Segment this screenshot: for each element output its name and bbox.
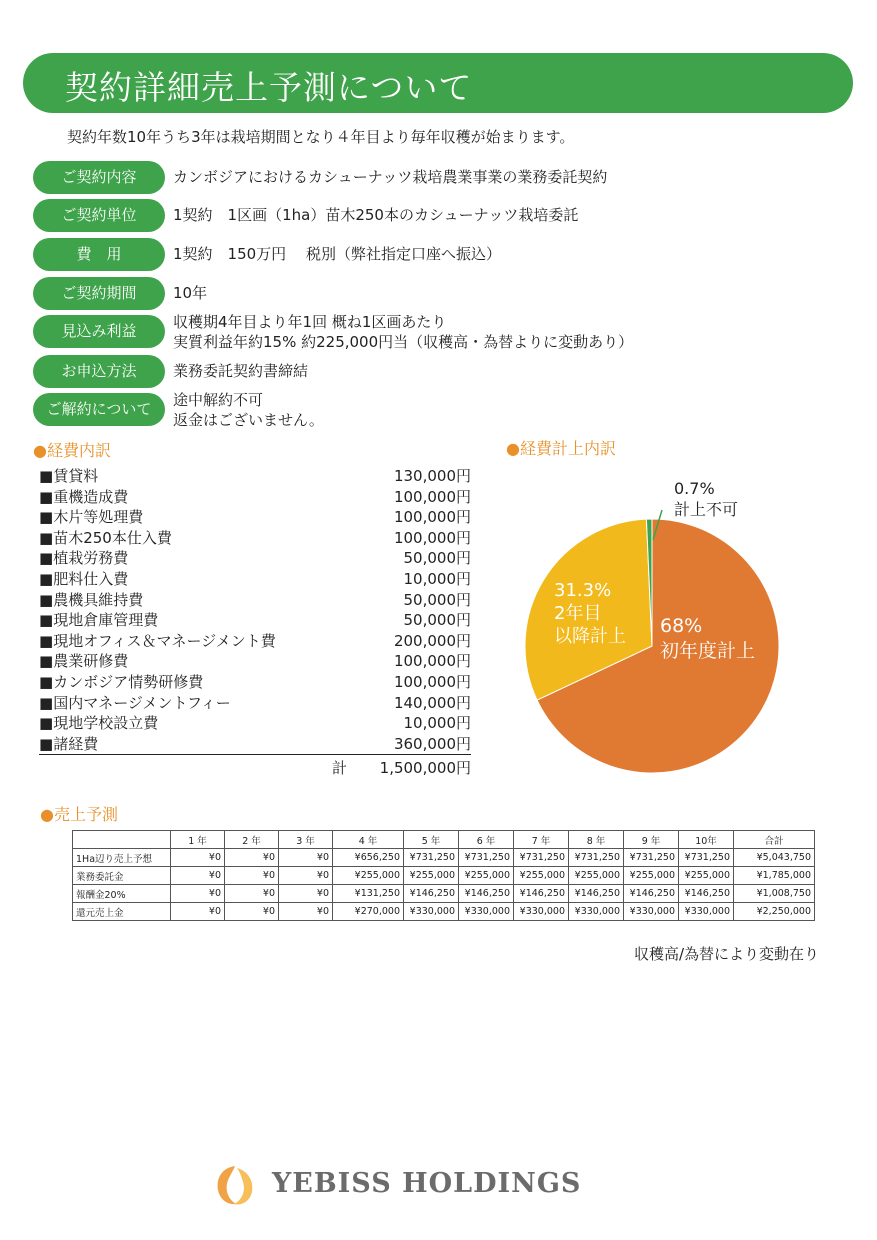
- cost-list: [39, 465, 471, 753]
- table-header-cell: 4 年: [333, 831, 404, 849]
- cost-item-value: 10,000円: [403, 714, 471, 733]
- table-cell: ¥146,250: [679, 885, 734, 903]
- cost-item-value: 200,000円: [393, 631, 471, 650]
- cost-item-value: 10,000円: [403, 569, 471, 588]
- cost-item-label: 現地学校設立費: [53, 714, 159, 733]
- table-cell: ¥0: [171, 849, 225, 867]
- cost-row: [39, 630, 471, 651]
- cost-item-value: 100,000円: [393, 487, 471, 506]
- square-bullet-icon: ■: [39, 508, 54, 527]
- slice-percent-label: 68%: [660, 615, 703, 637]
- cost-item-name: [39, 527, 172, 548]
- contract-label: 見込み利益: [33, 315, 165, 348]
- table-cell: ¥5,043,750: [734, 849, 815, 867]
- table-cell: ¥0: [225, 867, 279, 885]
- cost-item-label: 苗木250本仕入費: [53, 528, 172, 547]
- table-header-cell: 5 年: [404, 831, 459, 849]
- slice-percent-label: 31.3%: [554, 580, 612, 601]
- cost-item-label: 賃貸料: [53, 467, 99, 485]
- table-header-row: [73, 831, 815, 849]
- cost-item-label: 木片等処理費: [53, 508, 144, 527]
- intro-text: 契約年数10年うち3年は栽培期間となり４年目より毎年収穫が始まります。: [67, 128, 575, 146]
- contract-value-line1: 収穫期4年目より年1回 概ね1区画あたり: [173, 313, 447, 331]
- sales-note: 収穫高/為替により変動在り: [633, 945, 819, 963]
- table-cell: ¥146,250: [404, 885, 459, 903]
- table-row: [73, 885, 815, 903]
- cost-item-name: [39, 609, 158, 630]
- table-cell: ¥255,000: [569, 867, 624, 885]
- cost-item-name: [39, 692, 231, 713]
- cost-item-value: 50,000円: [403, 611, 471, 630]
- cost-item-name: [39, 650, 128, 671]
- table-header-cell: 10年: [679, 831, 734, 849]
- contract-value-line2: 返金はございません。: [173, 411, 324, 429]
- contract-value: 1契約 150万円 税別（弊社指定口座へ振込）: [173, 245, 501, 263]
- table-cell: ¥1,008,750: [734, 885, 815, 903]
- table-header-cell: 3 年: [279, 831, 333, 849]
- cost-item-name: [39, 568, 128, 589]
- cost-section-title: ●経費内訳: [33, 441, 111, 460]
- cost-item-value: 50,000円: [403, 590, 471, 609]
- cost-item-value: 100,000円: [393, 672, 471, 691]
- cost-item-name: [39, 671, 203, 692]
- cost-item-value: 100,000円: [393, 508, 471, 527]
- table-cell: ¥146,250: [624, 885, 679, 903]
- table-cell: ¥255,000: [333, 867, 404, 885]
- square-bullet-icon: ■: [39, 569, 54, 588]
- square-bullet-icon: ■: [39, 611, 54, 630]
- table-cell: ¥0: [225, 849, 279, 867]
- table-cell: ¥731,250: [459, 849, 514, 867]
- cost-item-value: 100,000円: [393, 652, 471, 671]
- cost-item-label: 諸経費: [53, 734, 99, 753]
- table-row: [73, 867, 815, 885]
- table-cell: ¥0: [279, 849, 333, 867]
- table-cell: ¥330,000: [404, 903, 459, 921]
- square-bullet-icon: ■: [39, 734, 54, 753]
- table-cell: ¥255,000: [459, 867, 514, 885]
- cost-total-label: 計: [332, 759, 348, 777]
- cost-row: [39, 609, 471, 630]
- cost-total-value: 1,500,000円: [379, 759, 471, 777]
- square-bullet-icon: ■: [39, 467, 54, 485]
- row-label-cell: 還元売上金: [73, 903, 171, 921]
- table-cell: ¥255,000: [679, 867, 734, 885]
- table-cell: ¥0: [279, 885, 333, 903]
- table-header-cell: 2 年: [225, 831, 279, 849]
- cost-pie-chart: [510, 470, 810, 790]
- table-header-cell: [73, 831, 171, 849]
- table-cell: ¥330,000: [569, 903, 624, 921]
- cost-item-label: 国内マネージメントフィー: [53, 693, 231, 712]
- table-cell: ¥731,250: [514, 849, 569, 867]
- page-title: 契約詳細売上予測について: [65, 68, 473, 107]
- square-bullet-icon: ■: [39, 652, 54, 671]
- cost-row: [39, 568, 471, 589]
- cost-item-name: [39, 733, 98, 754]
- cost-row: [39, 486, 471, 507]
- cost-row: [39, 712, 471, 733]
- cost-item-label: 植栽労務費: [53, 549, 129, 568]
- table-cell: ¥2,250,000: [734, 903, 815, 921]
- cost-item-name: [39, 589, 143, 610]
- table-cell: ¥330,000: [624, 903, 679, 921]
- table-cell: ¥270,000: [333, 903, 404, 921]
- cost-item-label: 現地オフィス＆マネージメント費: [53, 631, 276, 650]
- table-header-cell: 1 年: [171, 831, 225, 849]
- contract-value: カンボジアにおけるカシューナッツ栽培農業事業の業務委託契約: [173, 168, 608, 186]
- cost-item-value: 140,000円: [393, 693, 471, 712]
- slice-name-label: 2年目: [554, 603, 602, 624]
- cost-item-label: カンボジア情勢研修費: [53, 672, 204, 691]
- table-header-cell: 9 年: [624, 831, 679, 849]
- title-banner: [23, 53, 853, 113]
- cost-row: [39, 692, 471, 713]
- cost-item-label: 現地倉庫管理費: [53, 611, 159, 630]
- bullet-dot-icon: ●: [506, 439, 520, 458]
- table-header-cell: 7 年: [514, 831, 569, 849]
- slice-percent-label: 0.7%: [674, 479, 715, 498]
- cost-item-value: 360,000円: [393, 734, 471, 753]
- square-bullet-icon: ■: [39, 693, 54, 712]
- contract-value: 業務委託契約書締結: [173, 362, 309, 380]
- row-label-cell: 報酬金20%: [73, 885, 171, 903]
- cost-total-rule: [39, 754, 471, 755]
- table-cell: ¥0: [225, 885, 279, 903]
- cost-item-label: 重機造成費: [53, 487, 129, 506]
- square-bullet-icon: ■: [39, 528, 54, 547]
- contract-value: 10年: [173, 284, 208, 302]
- table-cell: ¥0: [171, 903, 225, 921]
- company-name: YEBISS HOLDINGS: [272, 1168, 582, 1199]
- cost-item-value: 100,000円: [393, 528, 471, 547]
- cost-row: [39, 547, 471, 568]
- cost-item-label: 肥料仕入費: [53, 569, 129, 588]
- sales-forecast-table: [72, 830, 815, 921]
- sales-section-title: ●売上予測: [40, 805, 118, 824]
- table-cell: ¥1,785,000: [734, 867, 815, 885]
- table-cell: ¥255,000: [624, 867, 679, 885]
- cost-item-value: 50,000円: [403, 549, 471, 568]
- cost-row: [39, 589, 471, 610]
- table-cell: ¥656,250: [333, 849, 404, 867]
- cost-row: [39, 650, 471, 671]
- square-bullet-icon: ■: [39, 631, 54, 650]
- square-bullet-icon: ■: [39, 487, 54, 506]
- cost-item-name: [39, 630, 276, 651]
- contract-label: ご契約単位: [33, 199, 165, 232]
- table-row: [73, 849, 815, 867]
- table-cell: ¥0: [279, 903, 333, 921]
- chart-section-title: ●経費計上内訳: [506, 439, 616, 458]
- contract-label: お申込方法: [33, 355, 165, 388]
- row-label-cell: 業務委託金: [73, 867, 171, 885]
- table-cell: ¥0: [279, 867, 333, 885]
- cost-item-label: 農機具維持費: [53, 590, 144, 609]
- cost-row: [39, 506, 471, 527]
- cost-row: [39, 527, 471, 548]
- slice-name-label: 計上不可: [674, 500, 739, 519]
- table-cell: ¥731,250: [404, 849, 459, 867]
- table-cell: ¥255,000: [514, 867, 569, 885]
- contract-value: 1契約 1区画（1ha）苗木250本のカシューナッツ栽培委託: [173, 206, 579, 224]
- table-header-cell: 6 年: [459, 831, 514, 849]
- cost-item-value: 130,000円: [393, 467, 471, 485]
- table-cell: ¥0: [171, 885, 225, 903]
- table-header-cell: 8 年: [569, 831, 624, 849]
- cost-row: [39, 733, 471, 754]
- table-cell: ¥731,250: [624, 849, 679, 867]
- table-header-cell: 合計: [734, 831, 815, 849]
- cost-item-name: [39, 486, 128, 507]
- table-row: [73, 903, 815, 921]
- row-label-cell: 1Ha辺り売上予想: [73, 849, 171, 867]
- table-cell: ¥146,250: [569, 885, 624, 903]
- cost-row: [39, 671, 471, 692]
- table-cell: ¥330,000: [459, 903, 514, 921]
- contract-value-line2: 実質利益年約15% 約225,000円当（収穫高・為替よりに変動あり）: [173, 333, 634, 351]
- cost-item-name: [39, 712, 158, 733]
- table-cell: ¥0: [171, 867, 225, 885]
- square-bullet-icon: ■: [39, 672, 54, 691]
- table-cell: ¥131,250: [333, 885, 404, 903]
- table-cell: ¥731,250: [569, 849, 624, 867]
- cost-item-name: [39, 506, 143, 527]
- contract-label: ご契約内容: [33, 161, 165, 194]
- cost-row: [39, 465, 471, 486]
- square-bullet-icon: ■: [39, 549, 54, 568]
- cost-item-name: [39, 547, 128, 568]
- table-cell: ¥731,250: [679, 849, 734, 867]
- contract-label: 費 用: [33, 238, 165, 271]
- yebiss-logo-icon: [212, 1162, 258, 1208]
- square-bullet-icon: ■: [39, 590, 54, 609]
- contract-label: ご解約について: [33, 393, 165, 426]
- cost-item-label: 農業研修費: [53, 652, 129, 671]
- cost-item-name: [39, 465, 98, 486]
- table-cell: ¥330,000: [679, 903, 734, 921]
- table-cell: ¥146,250: [514, 885, 569, 903]
- table-cell: ¥0: [225, 903, 279, 921]
- table-cell: ¥330,000: [514, 903, 569, 921]
- table-cell: ¥255,000: [404, 867, 459, 885]
- slice-name-label: 以降計上: [554, 626, 626, 647]
- table-cell: ¥146,250: [459, 885, 514, 903]
- bullet-dot-icon: ●: [40, 805, 54, 824]
- slice-name-label: 初年度計上: [660, 640, 756, 662]
- square-bullet-icon: ■: [39, 714, 54, 733]
- bullet-dot-icon: ●: [33, 441, 47, 460]
- contract-value-line1: 途中解約不可: [173, 391, 264, 409]
- contract-label: ご契約期間: [33, 277, 165, 310]
